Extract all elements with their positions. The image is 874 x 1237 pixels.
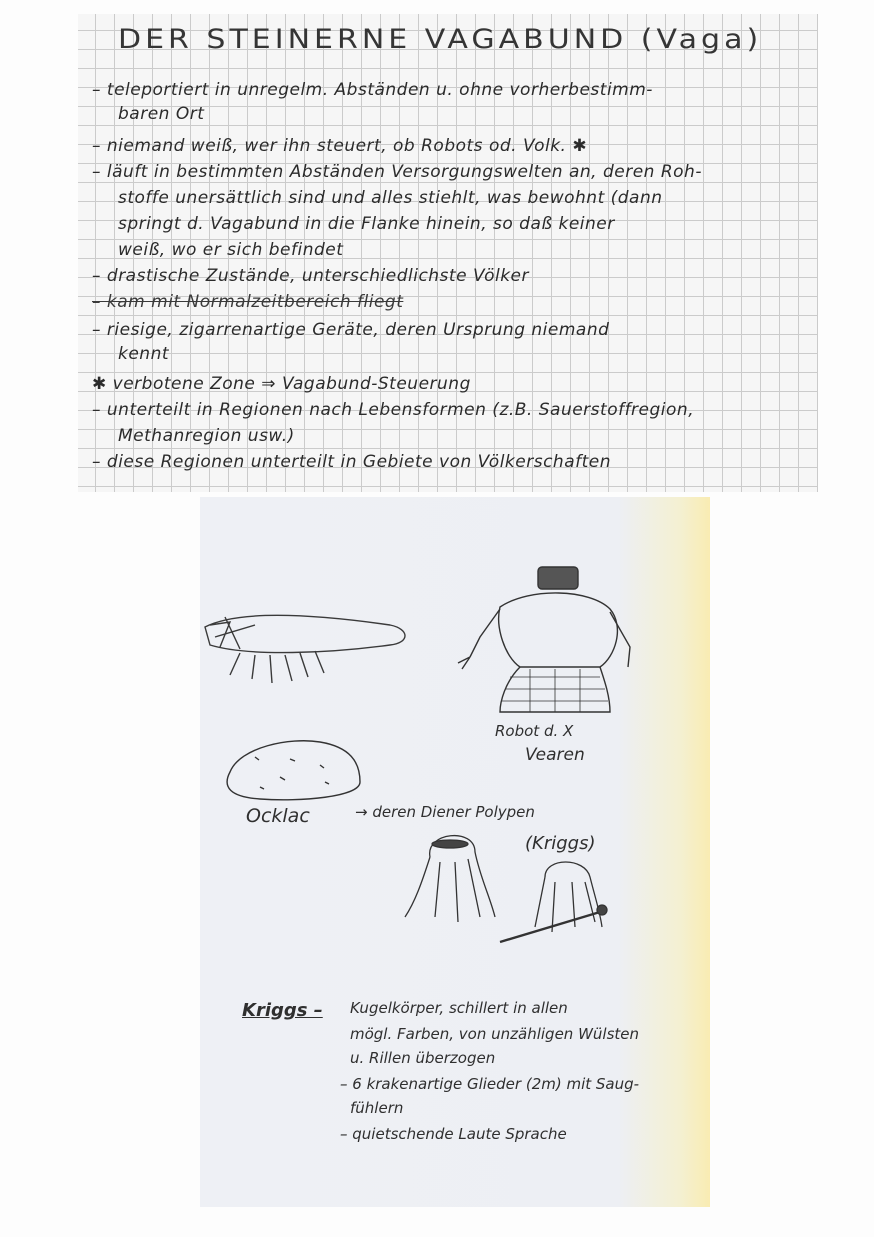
note-line: Methanregion usw.)	[118, 426, 295, 446]
kriggs-description-line: mögl. Farben, von unzähligen Wülsten	[350, 1025, 640, 1043]
note-line: – drastische Zustände, unterschiedlichste Völker	[92, 266, 529, 286]
kriggs-description-line: – quietschende Laute Sprache	[340, 1125, 567, 1143]
note-line: – unterteilt in Regionen nach Lebensformen (z.B. Sauerstoffregion,	[92, 400, 695, 420]
robot-label-line-1: Robot d. X	[495, 722, 574, 740]
note-line-struck: – kam mit Normalzeitbereich fliegt	[92, 292, 404, 312]
robot-sketch	[458, 567, 630, 712]
kriggs-caption: (Kriggs)	[525, 833, 596, 854]
note-line: – niemand weiß, wer ihn steuert, ob Robots od. Volk. ✱	[92, 136, 588, 156]
page-title: DER STEINERNE VAGABUND (Vaga)	[118, 23, 763, 56]
note-line: stoffe unersättlich sind und alles stiehlt, was bewohnt (dann	[118, 188, 663, 208]
note-line: – läuft in bestimmten Abständen Versorgungswelten an, deren Roh-	[92, 162, 702, 182]
kriggs-description-line: fühlern	[350, 1099, 404, 1117]
cigar-ship-sketch	[205, 615, 405, 683]
note-line: weiß, wo er sich befindet	[118, 240, 344, 260]
note-line: baren Ort	[118, 104, 205, 124]
note-line: – diese Regionen unterteilt in Gebiete von Völkerschaften	[92, 452, 612, 472]
kriggs-heading: Kriggs –	[242, 1000, 323, 1021]
polyp-arrow-label: → deren Diener Polypen	[355, 803, 535, 821]
note-line: kennt	[118, 344, 170, 364]
ocklac-label: Ocklac	[246, 805, 310, 827]
kriggs-description-line: Kugelkörper, schillert in allen	[350, 999, 568, 1017]
note-line: – riesige, zigarrenartige Geräte, deren Ursprung niemand	[92, 320, 610, 340]
sketch-paper	[200, 497, 710, 1207]
ocklac-sketch	[227, 741, 360, 800]
note-line: ✱ verbotene Zone ⇒ Vagabund-Steuerung	[92, 374, 471, 394]
kriggs-description-line: – 6 krakenartige Glieder (2m) mit Saug-	[340, 1075, 640, 1093]
note-line: springt d. Vagabund in die Flanke hinein, so daß keiner	[118, 214, 615, 234]
sketch-drawings	[200, 497, 710, 1207]
kriggs-description-line: u. Rillen überzogen	[350, 1049, 496, 1067]
note-line: – teleportiert in unregelm. Abständen u. ohne vorherbestimm-	[92, 80, 653, 100]
robot-label-line-2: Vearen	[525, 745, 585, 765]
